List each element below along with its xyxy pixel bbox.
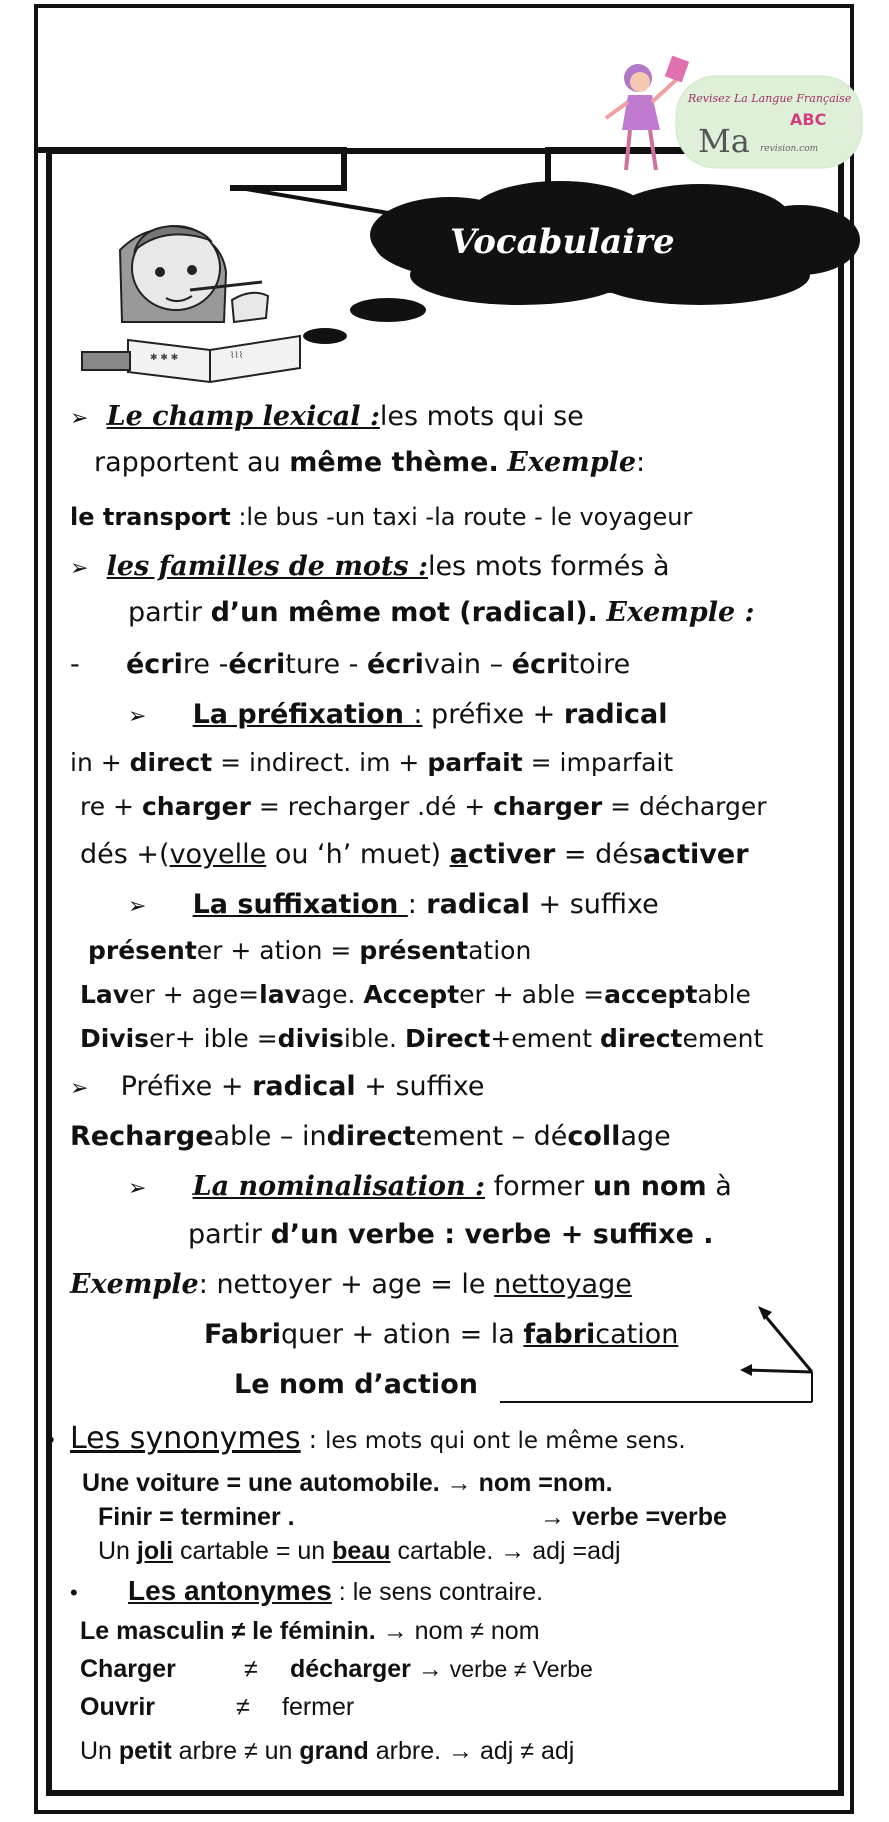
ex-root: écri [366,649,424,680]
champ-example [70,500,692,534]
segment: parfait [427,748,523,777]
synonymes-colon: : [300,1425,325,1454]
nominal-t3: à [706,1171,732,1202]
both-heading [70,1070,485,1106]
syn-l2a: Finir = terminer . [98,1503,295,1531]
sx-l2d: age. [300,980,364,1009]
segment: charger [493,792,603,821]
nominal-colon: : [198,1269,208,1300]
nominal-t4: partir [188,1219,271,1250]
ex-rest: vain – [423,649,512,680]
ex-root: écri [228,649,286,680]
sx-l2e: Accept [363,980,460,1009]
prefix-example-3 [80,838,749,872]
nominal-e2d: cation [595,1319,679,1350]
arrow-bullet-icon: ➢ [70,556,89,581]
dot-bullet-icon: • [70,1580,78,1605]
sx-l3b: er+ ible = [149,1024,278,1053]
syn-l3b: joli [136,1537,174,1565]
ex-rest: ture - [285,649,367,680]
antonymes-l4 [80,1734,574,1768]
segment: direct [326,1121,416,1152]
dot-bullet-icon: • [44,1429,57,1454]
antonymes-l1 [80,1614,540,1648]
arrow-bullet-icon: ➢ [128,894,147,919]
ant-l2d: → [410,1655,450,1683]
antonymes-l3 [80,1690,354,1724]
both-f2: radical [252,1071,356,1102]
sx-l2c: lav [259,980,301,1009]
svg-text:✱ ✱ ✱: ✱ ✱ ✱ [150,353,179,363]
ant-l4b: petit [118,1737,172,1765]
nominal-line-2 [188,1218,714,1252]
antonymes-def: : le sens contraire. [331,1578,544,1606]
px-l3b: voyelle [169,839,267,870]
sx-l3g: direct [599,1024,683,1053]
nominal-example-2 [204,1318,678,1352]
sx-l3d: ible. [343,1024,405,1053]
segment: ement – dé [415,1121,568,1152]
svg-text:⌇⌇⌇: ⌇⌇⌇ [230,351,244,361]
prefix-title: La préfixation [192,699,414,730]
synonymes-l1: Une voiture = une automobile. → nom =nom. [82,1469,613,1497]
suffix-example-2 [80,978,751,1012]
syn-l3a: Un [98,1537,137,1565]
ant-l4a: Un [80,1737,119,1765]
nominal-title: La nominalisation : [192,1171,486,1202]
ant-l2a: Charger [80,1655,176,1683]
syn-l3c: cartable = un [173,1537,333,1565]
ant-l4e: arbre. → adj ≠ adj [368,1737,575,1765]
champ-line-1 [70,400,584,436]
suffix-example-3 [80,1022,763,1056]
suffix-heading [128,888,659,924]
sx-l1a: présent [88,936,197,965]
arrow-bullet-icon: ➢ [128,1176,147,1201]
synonymes-def: les mots qui ont le même sens. [324,1428,686,1454]
arrow-bullet-icon: ➢ [128,704,147,729]
segment: charger [141,792,251,821]
nominal-e2b: quer + ation = la [280,1319,524,1350]
sx-l2h: able [697,980,751,1009]
ant-l4d: grand [299,1737,369,1765]
antonymes-title: Les antonymes [128,1575,332,1606]
familles-colon: : [735,597,755,628]
familles-title: les familles de mots : [106,551,428,582]
logo-site: revision.com [760,144,819,154]
nominal-e1b: nettoyage [494,1269,632,1300]
segment: = dé [602,792,671,821]
sx-l3h: ement [682,1024,764,1053]
segment: age [620,1121,671,1152]
sx-l2f: er + able = [459,980,605,1009]
familles-dash: - [70,649,80,680]
px-l3g: activer [642,839,749,870]
cloud-title: Vocabulaire [450,222,675,262]
synonymes-l2 [98,1500,788,1534]
both-f1: Préfixe + [120,1071,253,1102]
segment: . im + [343,748,428,777]
ant-l1b: → nom ≠ nom [375,1617,540,1645]
suffix-colon: : [407,889,417,920]
sx-l2a: Lav [80,980,130,1009]
ex-root: écri [511,649,569,680]
suffix-example-1 [88,934,531,968]
segment: in + [70,748,130,777]
segment: able – in [213,1121,327,1152]
sx-l2b: er + age= [129,980,260,1009]
logo-brand: Ma [698,122,750,160]
segment: indirect [249,748,344,777]
sx-l1b: er + ation = [196,936,360,965]
champ-example-rest: :le bus -un taxi -la route - le voyageur [230,503,693,531]
prefix-example-1 [70,746,673,780]
ant-l2c: décharger [290,1655,411,1683]
sx-l1d: ation [468,936,532,965]
nominal-e2c: fabri [523,1319,596,1350]
segment: Recharge [70,1121,214,1152]
champ-title: Le champ lexical : [106,401,380,432]
familles-text-1: les mots formés à [427,551,670,582]
champ-line-2 [94,446,645,480]
syn-l3e: cartable. → adj =adj [390,1537,621,1565]
prefix-heading [128,698,667,734]
px-l3a: dés +( [80,839,170,870]
prefix-formula-1: préfixe + [422,699,564,730]
champ-text-2b: même thème. [289,447,499,478]
sx-l1c: présent [359,936,469,965]
sx-l3c: divis [277,1024,344,1053]
familles-exemple: Exemple [606,597,736,628]
ant-l3b: ≠ [236,1693,250,1721]
familles-example [70,648,630,682]
segment: .dé + [409,792,494,821]
sx-l3f: +ement [490,1024,600,1053]
both-example [70,1120,671,1154]
sx-l3e: Direct [404,1024,491,1053]
synonymes-l3 [98,1534,621,1568]
nominal-t6: : verbe + suffixe . [434,1219,714,1250]
segment: charger [312,792,410,821]
champ-example-bold: le transport [70,503,231,531]
familles-line-1 [70,550,670,586]
px-l3c: ou ‘h’ muet) [266,839,450,870]
ant-l2b: ≠ [244,1655,258,1683]
arrow-bullet-icon: ➢ [70,406,89,431]
arrow-bullet-icon: ➢ [70,1076,89,1101]
segment: = re [250,792,313,821]
ant-l3c: fermer [282,1693,355,1721]
syn-l2b: → verbe =verbe [540,1503,727,1531]
logo-tagline: Revisez La Langue Française [688,92,852,105]
familles-text-2a: partir [128,597,211,628]
segment: direct [129,748,213,777]
synonymes-heading [44,1422,686,1459]
ant-l4c: arbre ≠ un [171,1737,300,1765]
logo-abc: ABC [790,110,827,129]
px-l3e: ctiver [467,839,556,870]
suffix-formula-1: radical [416,889,530,920]
segment: = [212,748,250,777]
boy-reading-icon [0,0,889,400]
sx-l3a: Divis [80,1024,150,1053]
nominal-t1: former [485,1171,593,1202]
prefix-colon: : [413,699,423,730]
ant-l1a: Le masculin ≠ le féminin. [80,1617,376,1645]
nominal-nom-action: Le nom d’action [234,1369,478,1400]
champ-exemple: Exemple [507,447,637,478]
sx-l2g: accept [604,980,698,1009]
champ-text-1: les mots qui se [379,401,584,432]
ex-root: écri [126,649,183,680]
ant-l3a: Ouvrir [80,1693,156,1721]
px-l3f: = dés [555,839,643,870]
segment: re + [80,792,142,821]
champ-colon: : [636,447,646,478]
nominal-t5: d’un verbe [270,1219,435,1250]
nominal-line-1 [128,1170,732,1206]
segment: charger [670,792,767,821]
familles-text-2b: d’un même mot (radical). [210,597,598,628]
antonymes-heading [70,1574,543,1610]
segment: = [522,748,560,777]
segment: imparfait [559,748,674,777]
suffix-formula-2: + suffixe [529,889,659,920]
both-f3: + suffixe [355,1071,485,1102]
nominal-exemple: Exemple [70,1269,199,1300]
nominal-t2: un nom [592,1171,707,1202]
px-l3d: a [449,839,468,870]
prefix-example-2 [80,790,767,824]
nominal-e2a: Fabri [204,1319,281,1350]
segment: coll [567,1121,621,1152]
familles-line-2 [128,596,755,630]
champ-text-2a: rapportent au [94,447,290,478]
syn-l3d: beau [332,1537,391,1565]
suffix-title: La suffixation [192,889,408,920]
nominal-example-1 [70,1268,632,1302]
nominal-e1a: nettoyer + age = le [207,1269,495,1300]
ant-l2e: verbe ≠ Verbe [449,1656,593,1682]
prefix-formula-2: radical [563,699,668,730]
antonymes-l2 [80,1652,593,1686]
ex-rest: re - [182,649,229,680]
ex-rest: toire [568,649,631,680]
synonymes-title: Les synonymes [70,1421,301,1456]
